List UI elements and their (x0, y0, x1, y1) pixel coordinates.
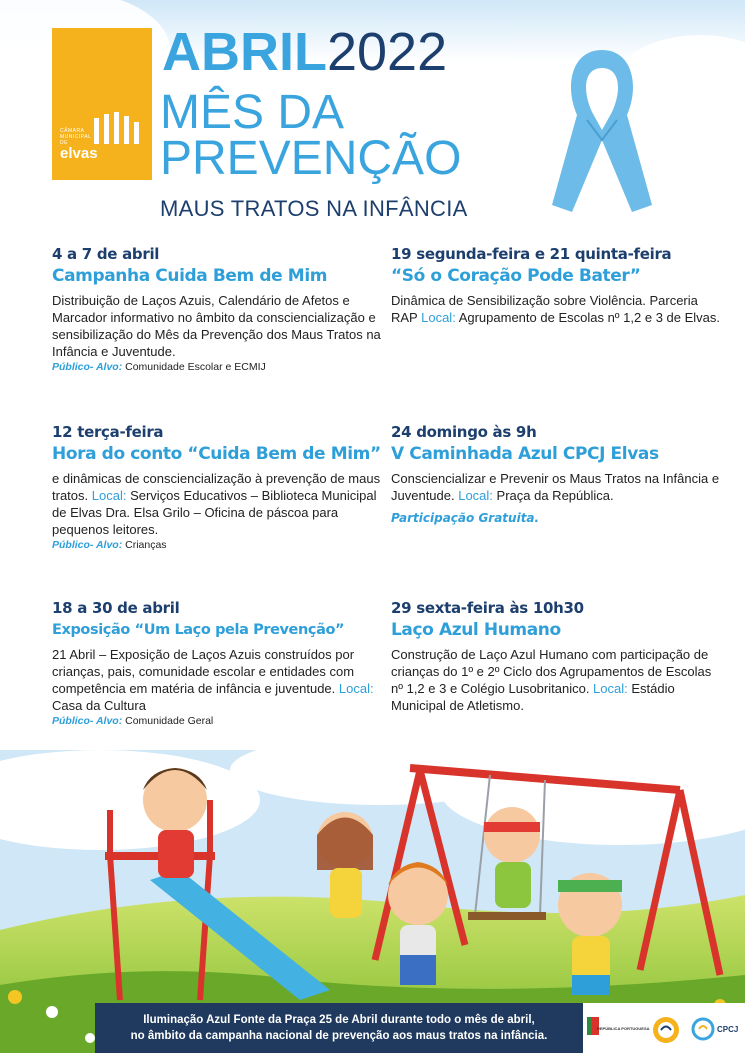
logo-name: elvas (60, 145, 98, 162)
event-title: “Só o Coração Pode Bater” (391, 266, 641, 286)
event-title: Hora do conto “Cuida Bem de Mim” (52, 444, 381, 464)
event-date: 12 terça-feira (52, 423, 164, 441)
partner-logos (583, 1003, 745, 1053)
audience-label: Público- Alvo: (52, 715, 123, 727)
aqueduct-icon (90, 108, 144, 144)
local-label: Local: (338, 681, 374, 696)
event-card (391, 422, 721, 525)
blue-ribbon-icon (542, 40, 662, 220)
event-description: e dinâmicas de consciencialização à prevenção de maus tratos. Local: Serviços Educativos – Biblioteca Municipal de Elvas Dra. Elsa Grilo – Oficina de páscoa para pequenos leitores. (52, 471, 381, 537)
subtitle-line-1: MÊS DA (160, 86, 345, 139)
event-description: Construção de Laço Azul Humano com participação de crianças do 1º e 2º Ciclo dos Agrupamentos de Escolas nº 1,2 e 3 e Colégio Lusobritanico. Local: Estádio Municipal de Atletismo. (391, 647, 712, 713)
local-label: Local: (421, 310, 456, 325)
logo-small-text: CÂMARA MUNICIPAL DE (60, 128, 92, 146)
event-title: V Caminhada Azul CPCJ Elvas (391, 444, 659, 464)
event-title: Laço Azul Humano (391, 620, 561, 640)
audience-value: Comunidade Escolar e ECMIJ (122, 361, 266, 373)
event-description: Dinâmica de Sensibilização sobre Violência. Parceria RAP Local: Agrupamento de Escolas nº 1,2 e 3 de Elvas. (391, 293, 721, 325)
republica-logo-text: REPÚBLICA PORTUGUESA (597, 1026, 650, 1031)
audience-label: Público- Alvo: (52, 539, 123, 551)
title-year: 2022 (326, 22, 448, 82)
event-card (391, 244, 721, 326)
audience-label: Público- Alvo: (52, 361, 123, 373)
local-label: Local: (91, 488, 127, 503)
event-card (391, 598, 721, 714)
event-free-note: Participação Gratuita. (391, 511, 540, 525)
local-label: Local: (593, 681, 628, 696)
cpcj-logo-text: CPCJ (717, 1025, 739, 1034)
page-title (162, 22, 447, 82)
event-card (52, 244, 382, 373)
event-card (52, 598, 382, 727)
event-date: 29 sexta-feira às 10h30 (391, 599, 584, 617)
event-card (52, 422, 382, 551)
event-audience (52, 539, 382, 551)
elvas-logo (52, 28, 152, 180)
event-date: 18 a 30 de abril (52, 599, 180, 617)
event-description: Consciencializar e Prevenir os Maus Tratos na Infância e Juventude. Local: Praça da República. (391, 471, 720, 503)
audience-value: Comunidade Geral (122, 715, 214, 727)
subtitle-line-2: PREVENÇÃO (160, 132, 462, 185)
seal-icon (651, 1015, 681, 1045)
audience-value: Crianças (122, 539, 167, 551)
event-description: 21 Abril – Exposição de Laços Azuis construídos por crianças, pais, comunidade escolar e entidades com competência em matéria de infância e juventude. Local: Casa da Cultura (52, 647, 374, 713)
event-audience (52, 361, 382, 373)
cpcj-icon (691, 1017, 715, 1041)
title-month: ABRIL (162, 22, 327, 82)
event-audience (52, 715, 382, 727)
page-subtitle (160, 86, 462, 185)
event-date: 4 a 7 de abril (52, 245, 160, 263)
event-title: Campanha Cuida Bem de Mim (52, 266, 328, 286)
event-date: 19 segunda-feira e 21 quinta-feira (391, 245, 672, 263)
footer-line-2: no âmbito da campanha nacional de prevenção aos maus tratos na infância. (130, 1030, 548, 1042)
footer-line-1: Iluminação Azul Fonte da Praça 25 de Abril durante todo o mês de abril, (143, 1014, 535, 1026)
footer-banner (95, 1003, 583, 1053)
event-description: Distribuição de Laços Azuis, Calendário de Afetos e Marcador informativo no âmbito da consciencialização e sensibilização do Mês da Prevenção dos Maus Tratos na Infância e Juventude. (52, 293, 381, 359)
event-title: Exposição “Um Laço pela Prevenção” (52, 622, 345, 638)
local-label: Local: (458, 488, 493, 503)
page-tagline: MAUS TRATOS NA INFÂNCIA (160, 196, 468, 221)
event-date: 24 domingo às 9h (391, 423, 537, 441)
